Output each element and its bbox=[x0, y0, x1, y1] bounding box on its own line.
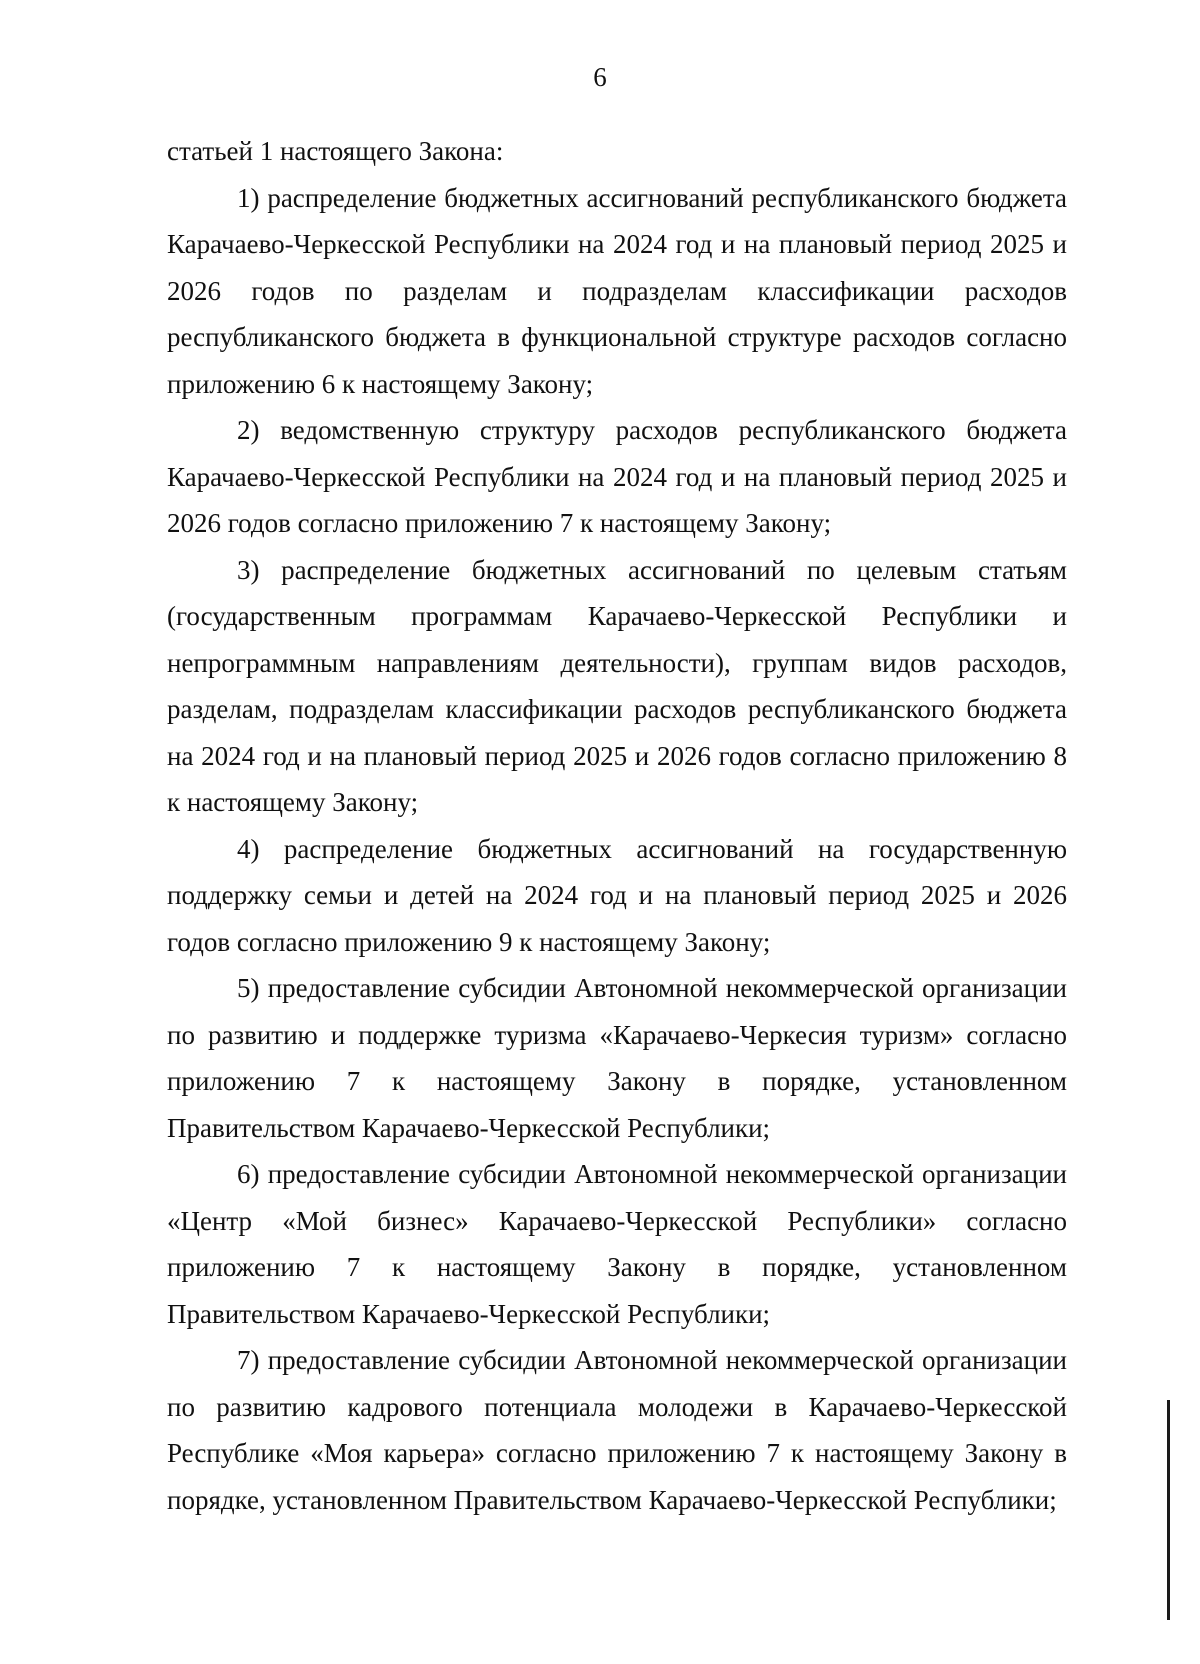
document-body bbox=[167, 128, 1067, 1523]
list-item-1: 1) распределение бюджетных ассигнований республиканского бюджета Карачаево-Черкесской Республики на 2024 год и на плановый период 2025 и 2026 годов по разделам и подразделам классификации расходов республиканского бюджета в функциональной структуре расходов согласно приложению 6 к настоящему Закону; bbox=[167, 182, 1067, 399]
list-item-4: 4) распределение бюджетных ассигнований на государственную поддержку семьи и детей на 2024 год и на плановый период 2025 и 2026 годов согласно приложению 9 к настоящему Закону; bbox=[167, 833, 1067, 957]
list-item-7: 7) предоставление субсидии Автономной некоммерческой организации по развитию кадрового потенциала молодежи в Карачаево-Черкесской Республике «Моя карьера» согласно приложению 7 к настоящему Закону в порядке, установленном Правительством Карачаево-Черкесской Республики; bbox=[167, 1345, 1067, 1515]
list-item-3: 3) распределение бюджетных ассигнований по целевым статьям (государственным программам Карачаево-Черкесской Республики и непрограммным направлениям деятельности), группам видов расходов, разделам, подразделам классификации расходов республиканского бюджета на 2024 год и на плановый период 2025 и 2026 годов согласно приложению 8 к настоящему Закону; bbox=[167, 554, 1067, 817]
list-item-2: 2) ведомственную структуру расходов республиканского бюджета Карачаево-Черкесской Республики на 2024 год и на плановый период 2025 и 2026 годов согласно приложению 7 к настоящему Закону; bbox=[167, 415, 1067, 538]
list-item-6: 6) предоставление субсидии Автономной некоммерческой организации «Центр «Мой бизнес» Карачаево-Черкесской Республики» согласно приложению 7 к настоящему Закону в порядке, установленном Правительством Карачаево-Черкесской Республики; bbox=[167, 1159, 1067, 1329]
scan-margin-line bbox=[1167, 1400, 1170, 1620]
paragraph-continuation: статьей 1 настоящего Закона: bbox=[167, 136, 504, 166]
list-item-5: 5) предоставление субсидии Автономной некоммерческой организации по развитию и поддержке туризма «Карачаево-Черкесия туризм» согласно приложению 7 к настоящему Закону в порядке, установленном Правительством Карачаево-Черкесской Республики; bbox=[167, 973, 1067, 1143]
page-number: 6 bbox=[593, 62, 607, 92]
